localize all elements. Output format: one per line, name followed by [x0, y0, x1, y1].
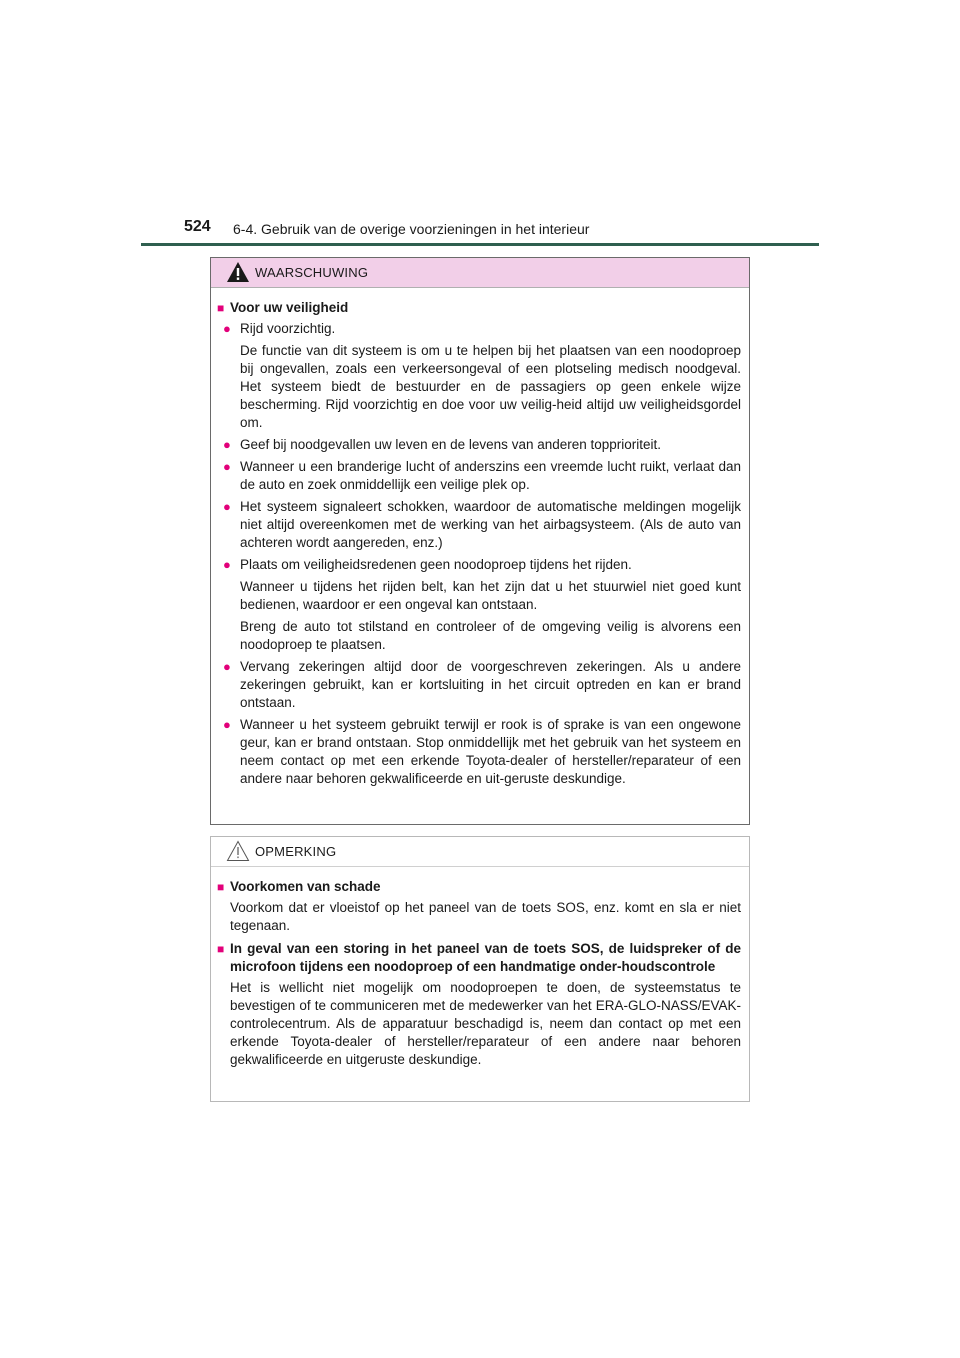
list-item-text: Wanneer u een branderige lucht of anderszins een vreemde lucht ruikt, verlaat dan de auto en zoek onmiddellijk een veilige plek op. — [240, 459, 741, 492]
note-heading-text: Voorkomen van schade — [230, 879, 381, 894]
note-header — [211, 837, 749, 867]
warning-header — [211, 258, 749, 288]
list-item — [217, 658, 741, 712]
list-item-detail: De functie van dit systeem is om u te helpen bij het plaatsen van een noodoproep bij ongevallen, zoals een verkeersongeval of een plotseling medisch noodgeval. Het systeem biedt de bestuurder en de passagiers op geen enkele wijze bescherming. Rijd voorzichtig en doe voor uw veilig-heid altijd uw veiligheidsgordel om. — [240, 343, 741, 430]
header-rule — [141, 243, 819, 246]
warning-heading-text: Voor uw veiligheid — [230, 300, 349, 315]
caution-triangle-icon — [226, 840, 250, 862]
circle-bullet-icon: ● — [223, 557, 231, 572]
note-box — [210, 836, 750, 1102]
circle-bullet-icon: ● — [223, 321, 231, 336]
list-item-detail: Wanneer u tijdens het rijden belt, kan het zijn dat u het stuurwiel niet goed kunt bedienen, waardoor er een ongeval kan ontstaan. — [240, 579, 741, 612]
warning-triangle-icon — [226, 261, 250, 283]
list-item-text: Geef bij noodgevallen uw leven en de levens van anderen topprioriteit. — [240, 437, 662, 452]
list-item-text: Vervang zekeringen altijd door de voorgeschreven zekeringen. Als u andere zekeringen gebruikt, kan er kortsluiting in het circuit optreden en kan er brand ontstaan. — [240, 659, 741, 710]
list-item — [217, 458, 741, 494]
circle-bullet-icon: ● — [223, 659, 231, 674]
note-title: OPMERKING — [255, 844, 337, 859]
list-item — [217, 556, 741, 574]
list-item-text: Het systeem signaleert schokken, waardoor de automatische meldingen mogelijk niet altijd overeenkomen met de werking van het airbagsysteem. (Als de auto van achteren wordt aangereden, enz.) — [240, 499, 741, 550]
circle-bullet-icon: ● — [223, 499, 231, 514]
list-item — [217, 436, 741, 454]
circle-bullet-icon: ● — [223, 437, 231, 452]
warning-body — [211, 288, 749, 788]
note-heading — [217, 878, 741, 896]
square-bullet-icon: ■ — [217, 942, 225, 956]
warning-box — [210, 257, 750, 825]
list-item-detail: Breng de auto tot stilstand en controleer of de omgeving veilig is alvorens een noodoproep te plaatsen. — [240, 619, 741, 652]
square-bullet-icon: ■ — [217, 880, 225, 894]
list-item — [217, 716, 741, 788]
note-heading-text: In geval van een storing in het paneel van de toets SOS, de luidspreker of de microfoon tijdens een noodoproep of een handmatige onder-houdscontrole — [230, 941, 741, 974]
section-title: 6-4. Gebruik van de overige voorzieningen in het interieur — [233, 221, 590, 237]
note-heading — [217, 940, 741, 976]
warning-heading — [217, 299, 741, 317]
list-item-text: Plaats om veiligheidsredenen geen noodoproep tijdens het rijden. — [240, 557, 632, 572]
note-paragraph: Voorkom dat er vloeistof op het paneel van de toets SOS, enz. komt en sla er niet tegenaan. — [230, 900, 741, 933]
list-item — [217, 320, 741, 338]
circle-bullet-icon: ● — [223, 459, 231, 474]
list-item-text: Wanneer u het systeem gebruikt terwijl er rook is of sprake is van een ongewone geur, kan er brand ontstaan. Stop onmiddellijk met het gebruik van het systeem en neem contact op met een erkende Toyota-dealer of hersteller/reparateur of een andere naar behoren gekwalificeerde en uit-geruste deskundige. — [240, 717, 741, 786]
square-bullet-icon: ■ — [217, 301, 225, 315]
circle-bullet-icon: ● — [223, 717, 231, 732]
warning-title: WAARSCHUWING — [255, 265, 369, 280]
page-number: 524 — [184, 218, 211, 235]
list-item — [217, 498, 741, 552]
note-body — [211, 867, 749, 1069]
list-item-text: Rijd voorzichtig. — [240, 321, 336, 336]
note-paragraph: Het is wellicht niet mogelijk om noodoproepen te doen, de systeemstatus te bevestigen of te communiceren met de medewerker van het ERA-GLO-NASS/EVAK-controlecentrum. Als de apparatuur beschadigd is, neem dan contact op met een erkende Toyota-dealer of hersteller/reparateur of een andere naar behoren gekwalificeerde en uitgeruste deskundige. — [230, 980, 741, 1067]
